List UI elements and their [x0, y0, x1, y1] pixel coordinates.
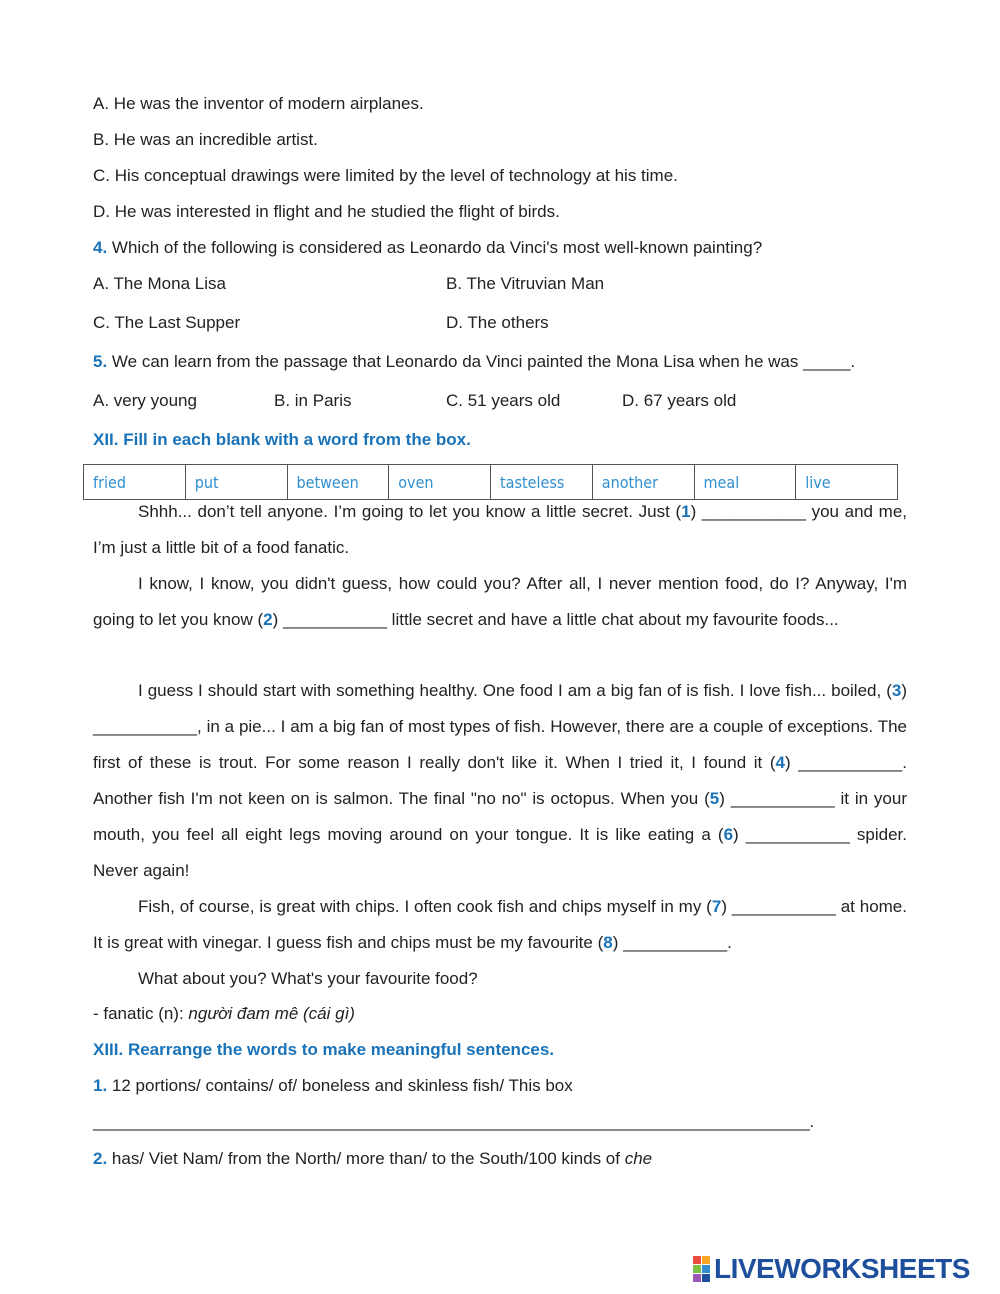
q5-option-b: B. in Paris — [274, 391, 352, 410]
word-box-item: tasteless — [491, 465, 593, 500]
glossary-meaning: người đam mê (cái gì) — [188, 1004, 355, 1023]
word-box-item: fried — [84, 465, 186, 500]
q3-option-b — [93, 130, 318, 150]
logo-text: LIVEWORKSHEETS — [714, 1253, 970, 1284]
q4-option-d: D. The others — [446, 313, 549, 332]
passage-paragraph-5: What about you? What's your favourite food? — [138, 969, 478, 988]
answer-line-1[interactable]: ________________________________________________________________________________. — [93, 1112, 814, 1131]
passage-paragraph-2: I know, I know, you didn't guess, how could you? After all, I never mention food, do I? Anyway, I'm going to let you know (2) ___________ little secret and have a little chat about my favourite foods... — [93, 574, 907, 629]
question-number: 1. — [93, 1076, 108, 1095]
liveworksheets-logo-icon — [693, 1256, 710, 1282]
blank-1-number[interactable]: 1 — [681, 502, 691, 521]
word-box-item: another — [592, 465, 694, 500]
option-letter: B. — [93, 130, 110, 149]
liveworksheets-logo — [693, 1255, 970, 1283]
blank-6-number[interactable]: 6 — [723, 825, 734, 844]
q4-option-a: A. The Mona Lisa — [93, 274, 226, 293]
question-text: We can learn from the passage that Leonardo da Vinci painted the Mona Lisa when he was _____. — [111, 352, 856, 371]
question-number: 5. — [93, 352, 108, 371]
option-text: He was the inventor of modern airplanes. — [113, 94, 424, 113]
q3-option-d — [93, 202, 560, 222]
rearrange-words: 12 portions/ contains/ of/ boneless and skinless fish/ This box — [111, 1076, 573, 1095]
question-5 — [93, 352, 855, 372]
word-box-item: oven — [389, 465, 491, 500]
option-letter: D. — [93, 202, 110, 221]
word-box-item: between — [287, 465, 389, 500]
section-13-heading: XIII. Rearrange the words to make meaningful sentences. — [93, 1040, 555, 1059]
blank-7-number[interactable]: 7 — [711, 897, 722, 916]
question-text: Which of the following is considered as Leonardo da Vinci's most well-known painting? — [111, 238, 763, 257]
word-box-item: live — [796, 465, 898, 500]
q5-option-c: C. 51 years old — [446, 391, 561, 410]
option-text: His conceptual drawings were limited by the level of technology at his time. — [114, 166, 678, 185]
question-number: 2. — [93, 1149, 108, 1168]
glossary-term: - fanatic (n): — [93, 1004, 189, 1023]
blank-8-number[interactable]: 8 — [603, 933, 613, 952]
blank-2-number[interactable]: 2 — [263, 610, 273, 629]
option-text: He was interested in flight and he studied the flight of birds. — [114, 202, 560, 221]
passage-paragraph-3: I guess I should start with something healthy. One food I am a big fan of is fish. I love fish... boiled, (3) ___________, in a pie... I am a big fan of most types of fish. However, there are a couple of exceptions. The first of these is trout. For some reason I really don't like it. When I tried it, I found it (4) ___________. Another fish I'm not keen on is salmon. The final "no no" is octopus. When you (5) ___________ it in your mouth, you feel all eight legs moving around on your tongue. It is like eating a (6) ___________ spider. Never again! — [93, 681, 907, 880]
question-4 — [93, 238, 762, 258]
blank-3-number[interactable]: 3 — [891, 681, 902, 700]
rearrange-words: has/ Viet Nam/ from the North/ more than/ to the South/100 kinds of — [111, 1149, 625, 1168]
q5-option-a: A. very young — [93, 391, 197, 410]
option-letter: A. — [93, 94, 110, 113]
q4-option-b: B. The Vitruvian Man — [446, 274, 605, 293]
q5-option-d: D. 67 years old — [622, 391, 737, 410]
q4-option-c: C. The Last Supper — [93, 313, 241, 332]
blank-5-number[interactable]: 5 — [709, 789, 720, 808]
option-text: He was an incredible artist. — [113, 130, 318, 149]
rearrange-item-2 — [93, 1149, 652, 1169]
passage-paragraph-1: Shhh... don’t tell anyone. I’m going to let you know a little secret. Just (1) ___________ you and me, I’m just a little bit of a food fanatic. — [93, 502, 907, 557]
q3-option-c — [93, 166, 678, 186]
glossary-note — [93, 1004, 355, 1024]
question-number: 4. — [93, 238, 108, 257]
rearrange-item-1 — [93, 1076, 573, 1096]
option-letter: C. — [93, 166, 110, 185]
q3-option-a — [93, 94, 424, 114]
rearrange-italic-word: che — [624, 1149, 653, 1168]
blank-4-number[interactable]: 4 — [775, 753, 785, 772]
word-box-item: meal — [694, 465, 796, 500]
word-box-item: put — [185, 465, 287, 500]
section-12-heading: XII. Fill in each blank with a word from the box. — [93, 430, 471, 449]
passage-paragraph-4: Fish, of course, is great with chips. I often cook fish and chips myself in my (7) ___________ at home. It is great with vinegar. I guess fish and chips must be my favourite (8) ___________. — [93, 897, 907, 952]
